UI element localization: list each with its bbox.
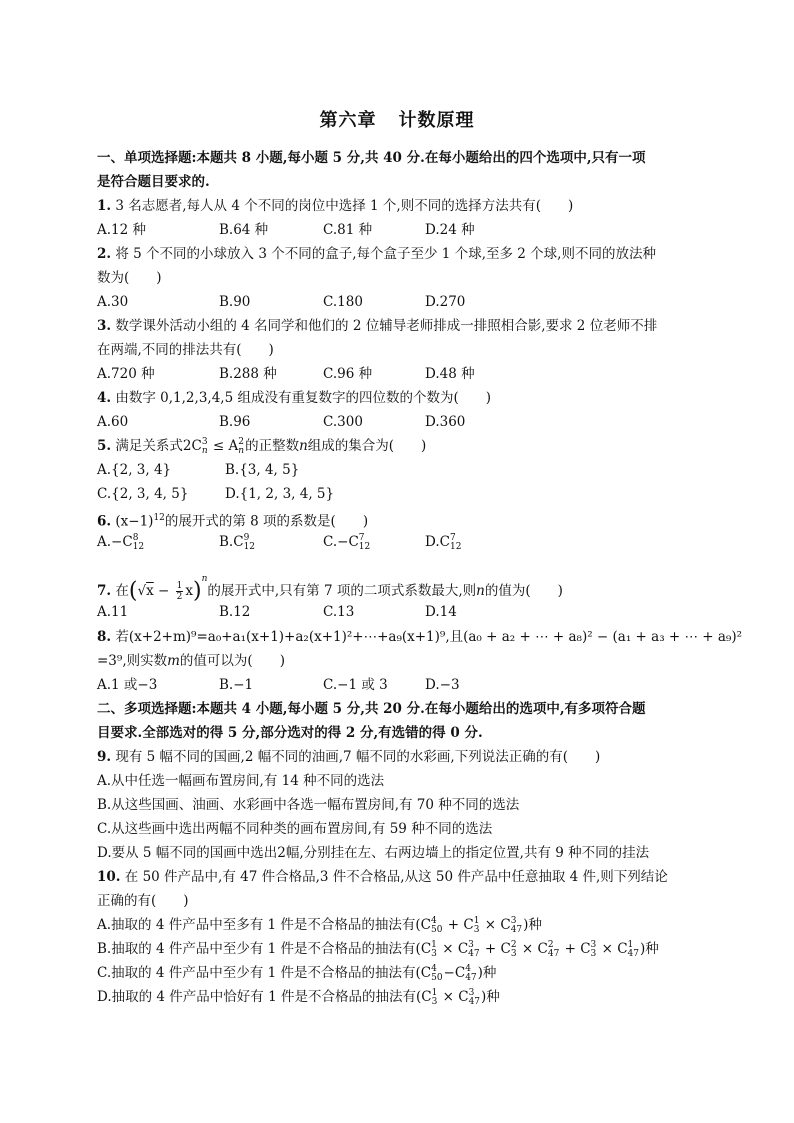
question-10: 10. 在 50 件产品中,有 47 件合格品,3 件不合格品,从这 50 件产品中任意抽取 4 件,则下列结论 正确的有( ) A.抽取的 4 件产品中至多有 1 件是不合格品的抽法有(C 4 50 + C 1 3 × C 3 47 )种 B.抽取的 4 件产品中至少有 1 件是不合格品的抽法有(C 1 3 × C 3 47 + C 2 3 × C 2 47 + C 3 3 × C 1 47 )种 C.抽取的 4 件产品中至少有 1 件是不合格品的抽法有(C 4 50 −C 4 47 )种 D.抽取的 4 件产品中恰好有 1 件是不合格品的抽法有(C 1 3 × C 3 47 )种 <box>97 865 699 1009</box>
option-b: B.−1 <box>219 677 254 693</box>
option-c: C.{2, 3, 4, 5} <box>97 486 189 502</box>
option-b: B.12 <box>219 604 251 620</box>
option-a: A.−C 8 12 <box>97 532 145 552</box>
question-9: 9. 现有 5 幅不同的国画,2 幅不同的油画,7 幅不同的水彩画,下列说法正确的有( ) A.从中任选一幅画布置房间,有 14 种不同的选法 B.从这些国画、油画、水彩画中各选一幅布置房间,有 70 种不同的选法 C.从这些画中选出两幅不同种类的画布置房间,有 59 种不同的选法 D.要从 5 幅不同的国画中选出2幅,分别挂在左、右两边墙上的指定位置,共有 9 种不同的挂法 <box>97 745 699 865</box>
option-a: A.{2, 3, 4} <box>97 462 172 478</box>
question-4: 4. 由数字 0,1,2,3,4,5 组成没有重复数字的四位数的个数为( ) <box>97 390 491 406</box>
option-d: D.要从 5 幅不同的国画中选出2幅,分别挂在左、右两边墙上的指定位置,共有 9 种不同的挂法 <box>97 845 650 861</box>
option-d: D.抽取的 4 件产品中恰好有 1 件是不合格品的抽法有(C 1 3 × C 3 47 )种 <box>97 987 500 1007</box>
question-3-options <box>97 362 699 386</box>
option-c: C.180 <box>323 294 363 310</box>
option-a: A.60 <box>97 414 129 430</box>
question-4-options <box>97 410 699 434</box>
question-2-options <box>97 290 699 314</box>
option-c: C.从这些画中选出两幅不同种类的画布置房间,有 59 种不同的选法 <box>97 821 493 837</box>
question-7: 7. 在(√x − $\frac{1}{2}$ x)$^n$的展开式中,只有第 7 项的二项式系数最大,则n的值为( ) <box>97 574 563 604</box>
option-d: D.{1, 2, 3, 4, 5} <box>225 486 335 502</box>
option-b: B.90 <box>219 294 251 310</box>
question-6-options <box>97 530 699 554</box>
option-a: A.从中任选一幅画布置房间,有 14 种不同的选法 <box>97 773 385 789</box>
option-d: D.−3 <box>425 677 460 693</box>
question-5: 5. 满足关系式2C 3 n ≤ A 2 n 的正整数n组成的集合为( ) <box>97 436 427 456</box>
option-d: D.48 种 <box>425 366 475 382</box>
formula-7: (√x − $\frac{1}{2}$ x)$^n$ <box>128 574 208 604</box>
option-b: B.{3, 4, 5} <box>225 462 300 478</box>
question-5-options-row2 <box>97 482 699 506</box>
option-b: B.抽取的 4 件产品中至少有 1 件是不合格品的抽法有(C 1 3 × C 3 47 + C 2 3 × C 2 47 + C 3 3 × C 1 47 )种 <box>97 939 659 959</box>
option-a: A.1 或−3 <box>97 677 158 693</box>
option-c: C.300 <box>323 414 363 430</box>
question-8-options <box>97 673 699 697</box>
option-d: D.14 <box>425 604 457 620</box>
option-c: C.抽取的 4 件产品中至少有 1 件是不合格品的抽法有(C 4 50 −C 4 47 )种 <box>97 963 497 983</box>
option-c: C.81 种 <box>323 222 373 238</box>
question-6: 6. $(x-1)^{12}$的展开式的第 8 项的系数是( ) <box>97 513 369 530</box>
option-d: D.360 <box>425 414 466 430</box>
option-b: B.288 种 <box>219 366 277 382</box>
option-b: B.64 种 <box>219 222 269 238</box>
option-c: C.−C 7 12 <box>323 532 371 552</box>
option-d: D.24 种 <box>425 222 475 238</box>
option-b: B.从这些国画、油画、水彩画中各选一幅布置房间,有 70 种不同的选法 <box>97 797 520 813</box>
option-a: A.12 种 <box>97 222 147 238</box>
option-a: A.11 <box>97 604 129 620</box>
question-5-options-row1 <box>97 458 699 482</box>
option-d: D.C 7 12 <box>425 532 462 552</box>
section-2-heading: 二、多项选择题:本题共 4 小题,每小题 5 分,共 20 分.在每小题给出的选项中,有多项符合题 目要求.全部选对的得 5 分,部分选对的得 2 分,有选错的得 0 分. <box>97 701 646 741</box>
question-7-options <box>97 600 699 624</box>
page-title: 第六章 计数原理 <box>319 110 475 131</box>
option-c: C.13 <box>323 604 355 620</box>
option-a: A.抽取的 4 件产品中至多有 1 件是不合格品的抽法有(C 4 50 + C 1 3 × C 3 47 )种 <box>97 915 542 935</box>
section-1-heading: 一、单项选择题:本题共 8 小题,每小题 5 分,共 40 分.在每小题给出的四个选项中,只有一项 是符合题目要求的. <box>97 150 646 190</box>
question-8: 8. 若(x+2+m)⁹=a₀+a₁(x+1)+a₂(x+1)²+⋯+a₉(x+1)⁹,且(a₀ + a₂ + ⋯ + a₈)² − (a₁ + a₃ + ⋯ + a₉)² =3⁹,则实数m的值可以为( ) <box>97 629 743 669</box>
option-c: C.−1 或 3 <box>323 677 388 693</box>
question-2: 2. 将 5 个不同的小球放入 3 个不同的盒子,每个盒子至少 1 个球,至多 2 个球,则不同的放法种 数为( ) <box>97 246 656 286</box>
question-1-options <box>97 218 699 242</box>
option-d: D.270 <box>425 294 466 310</box>
option-a: A.30 <box>97 294 129 310</box>
question-3: 3. 数学课外活动小组的 4 名同学和他们的 2 位辅导老师排成一排照相合影,要求 2 位老师不排 在两端,不同的排法共有( ) <box>97 318 658 358</box>
option-b: B.96 <box>219 414 251 430</box>
option-b: B.C 9 12 <box>219 532 256 552</box>
question-1: 1. 3 名志愿者,每人从 4 个不同的岗位中选择 1 个,则不同的选择方法共有( ) <box>97 198 574 214</box>
option-a: A.720 种 <box>97 366 155 382</box>
option-c: C.96 种 <box>323 366 373 382</box>
formula-5: 2C 3 n ≤ A 2 n <box>182 436 245 456</box>
